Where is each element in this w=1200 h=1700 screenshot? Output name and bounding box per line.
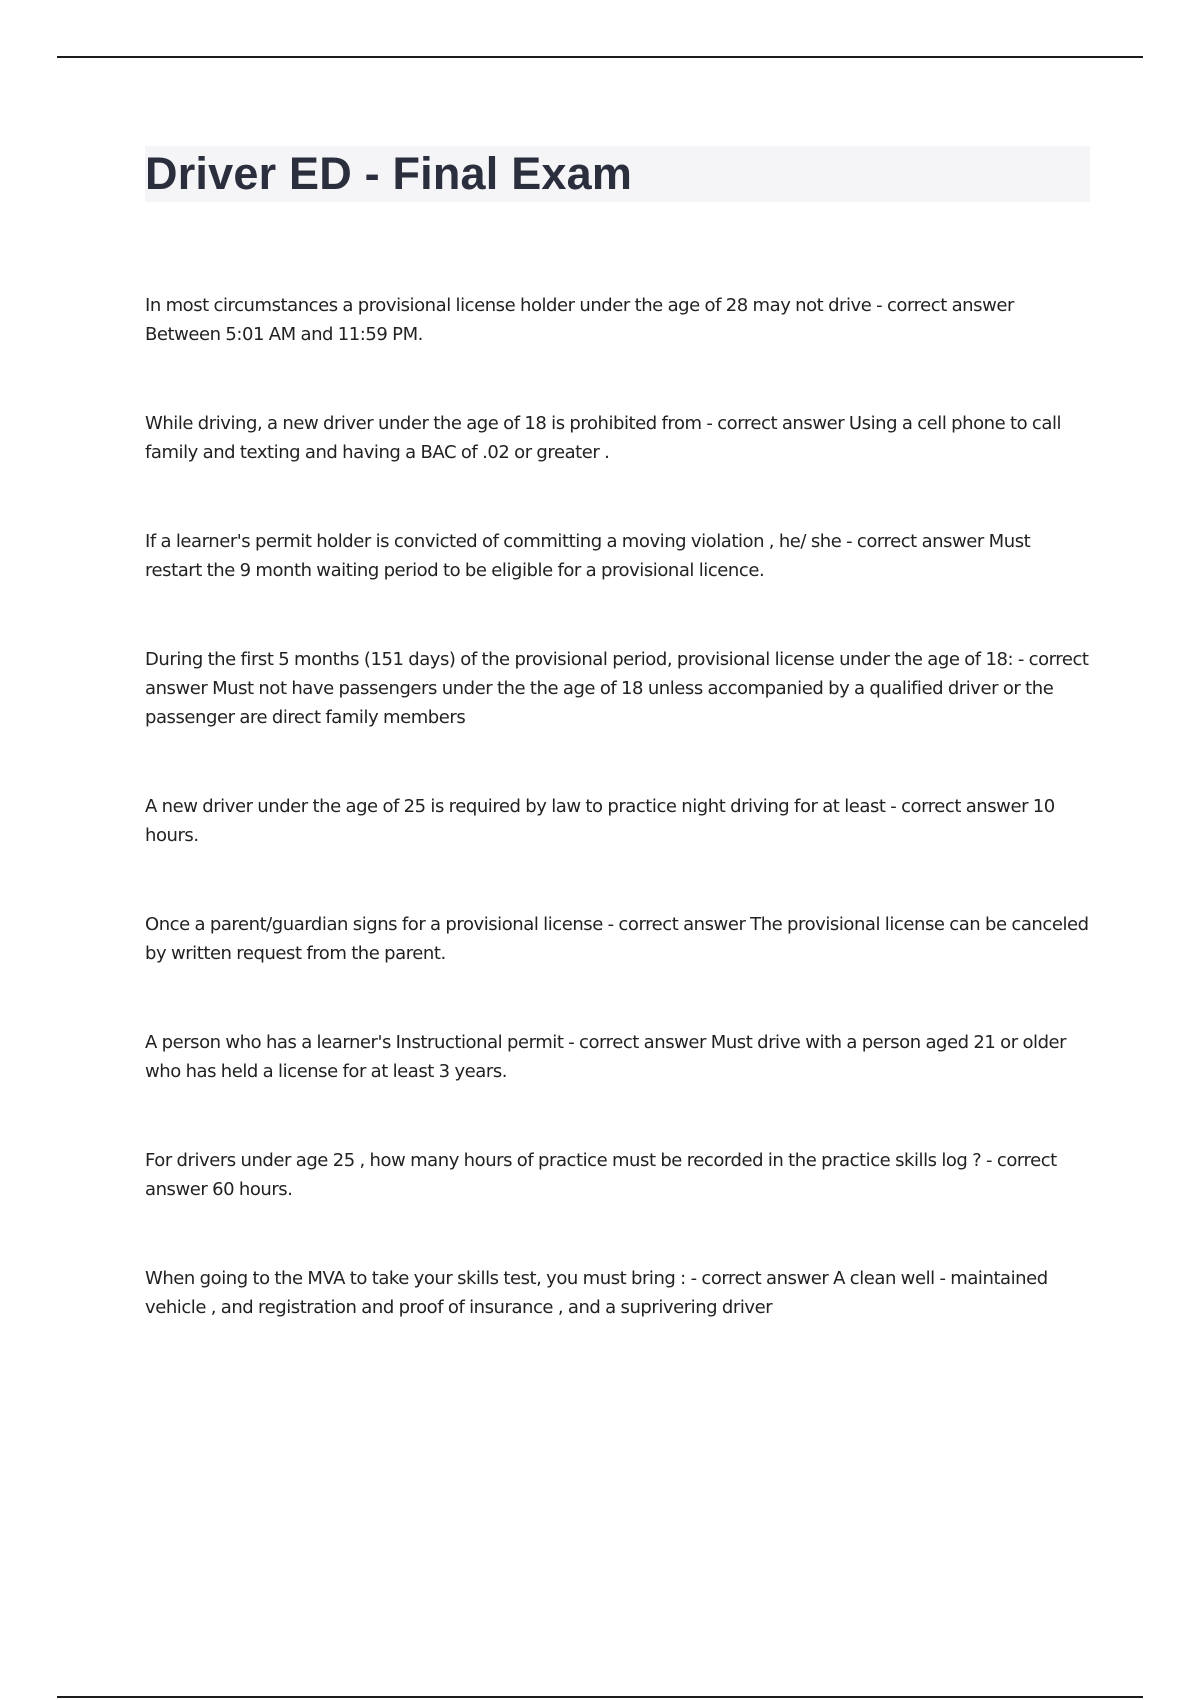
qa-item: A person who has a learner's Instructional permit - correct answer Must drive with a person aged 21 or older who has held a license for at least 3 years. — [145, 1032, 1067, 1082]
qa-item: If a learner's permit holder is convicted of committing a moving violation , he/ she - correct answer Must restart the 9 month waiting period to be eligible for a provisional licence. — [145, 531, 1031, 581]
bottom-rule — [57, 1696, 1143, 1698]
qa-item: For drivers under age 25 , how many hours of practice must be recorded in the practice skills log ? - correct answer 60 hours. — [145, 1150, 1057, 1200]
qa-item: A new driver under the age of 25 is required by law to practice night driving for at least - correct answer 10 hours. — [145, 796, 1055, 846]
page-title: Driver ED - Final Exam — [145, 148, 633, 199]
qa-list — [145, 291, 1090, 1382]
qa-item: Once a parent/guardian signs for a provisional license - correct answer The provisional license can be canceled by written request from the parent. — [145, 914, 1089, 964]
qa-item: When going to the MVA to take your skills test, you must bring : - correct answer A clean well - maintained vehicle , and registration and proof of insurance , and a suprivering driver — [145, 1268, 1048, 1318]
top-rule — [57, 56, 1143, 58]
qa-item: While driving, a new driver under the age of 18 is prohibited from - correct answer Using a cell phone to call family and texting and having a BAC of .02 or greater . — [145, 413, 1062, 463]
qa-item: In most circumstances a provisional license holder under the age of 28 may not drive - correct answer Between 5:01 AM and 11:59 PM. — [145, 295, 1014, 345]
qa-item: During the first 5 months (151 days) of the provisional period, provisional license under the age of 18: - correct answer Must not have passengers under the the age of 18 unless accompanied by a qualified driver or the passenger are direct family members — [145, 649, 1089, 728]
